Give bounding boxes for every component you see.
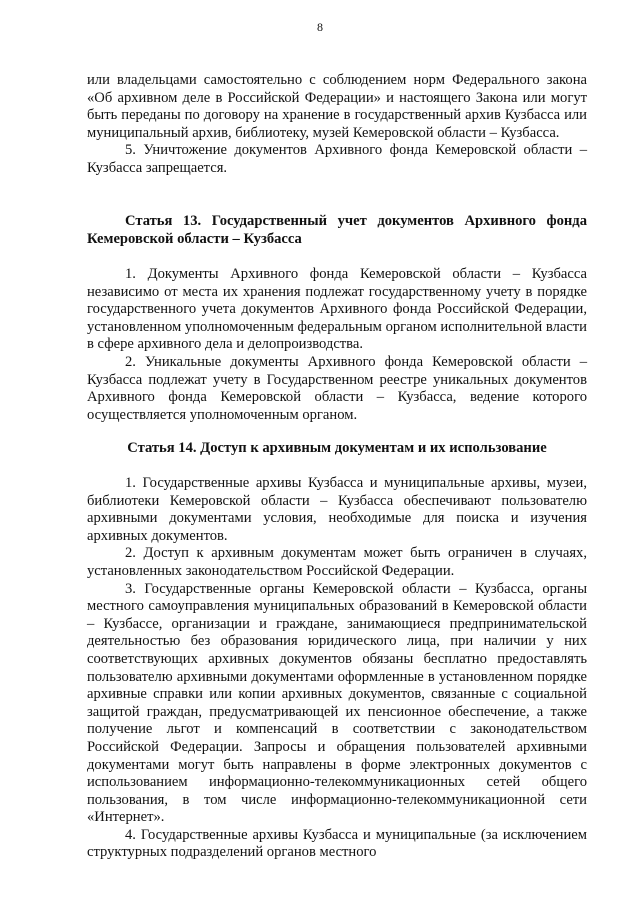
article-13-paragraph-1: 1. Документы Архивного фонда Кемеровской области – Кузбасса независимо от места их хранения подлежат государственному учету в порядке государственного учета документов Архивного фонда Российской Федерации, установленном уполномоченным федеральным органом исполнительной власти в сфере архивного дела и делопроизводства. xyxy=(87,266,587,353)
intro-paragraph-5: 5. Уничтожение документов Архивного фонда Кемеровской области – Кузбасса запрещается. xyxy=(87,142,587,176)
article-14-paragraph-2: 2. Доступ к архивным документам может быть ограничен в случаях, установленных законодательством Российской Федерации. xyxy=(87,545,587,579)
article-13-title: Статья 13. Государственный учет документов Архивного фонда Кемеровской области – Кузбасса xyxy=(87,213,587,247)
article-13-paragraph-2: 2. Уникальные документы Архивного фонда Кемеровской области – Кузбасса подлежат учету в Государственном реестре уникальных документов Архивного фонда Кемеровской области – Кузбасса, ведение которого осуществляется уполномоченным органом. xyxy=(87,353,587,423)
intro-section xyxy=(87,72,587,178)
intro-paragraph-continued: или владельцами самостоятельно с соблюдением норм Федерального закона «Об архивном деле в Российской Федерации» и настоящего Закона или могут быть переданы по договору на хранение в государственный архив Кузбасса или муниципальный архив, библиотеку, музей Кемеровской области – Кузбасса. xyxy=(87,72,587,141)
article-14-body xyxy=(87,475,587,862)
article-14-paragraph-4: 4. Государственные архивы Кузбасса и муниципальные (за исключением структурных подразделений органов местного xyxy=(87,826,587,861)
article-13-body xyxy=(87,266,587,424)
article-14-title: Статья 14. Доступ к архивным документам и их использование xyxy=(127,440,547,456)
page-number: 8 xyxy=(317,20,323,34)
article-14-paragraph-3: 3. Государственные органы Кемеровской области – Кузбасса, органы местного самоуправления муниципальных образований в Кемеровской области – Кузбассе, организации и граждане, занимающиеся предпринимательской деятельностью без образования юридического лица, при наличии у них соответствующих архивных документов обязаны бесплатно предоставлять пользователю архивными документами оформленные в установленном порядке архивные справки или копии архивных документов, связанные с социальной защитой граждан, предусматривающей их пенсионное обеспечение, а также получение льгот и компенсаций в соответствии с законодательством Российской Федерации. Запросы и обращения пользователей архивными документами могут быть направлены в форме электронных документов с использованием информационно-телекоммуникационных сетей общего пользования, в том числе информационно-телекоммуникационной сети «Интернет». xyxy=(87,580,587,826)
article-14-paragraph-1: 1. Государственные архивы Кузбасса и муниципальные архивы, музеи, библиотеки Кемеровской области – Кузбасса обеспечивают пользователю архивными документами условия, необходимые для поиска и изучения архивных документов. xyxy=(87,475,587,544)
